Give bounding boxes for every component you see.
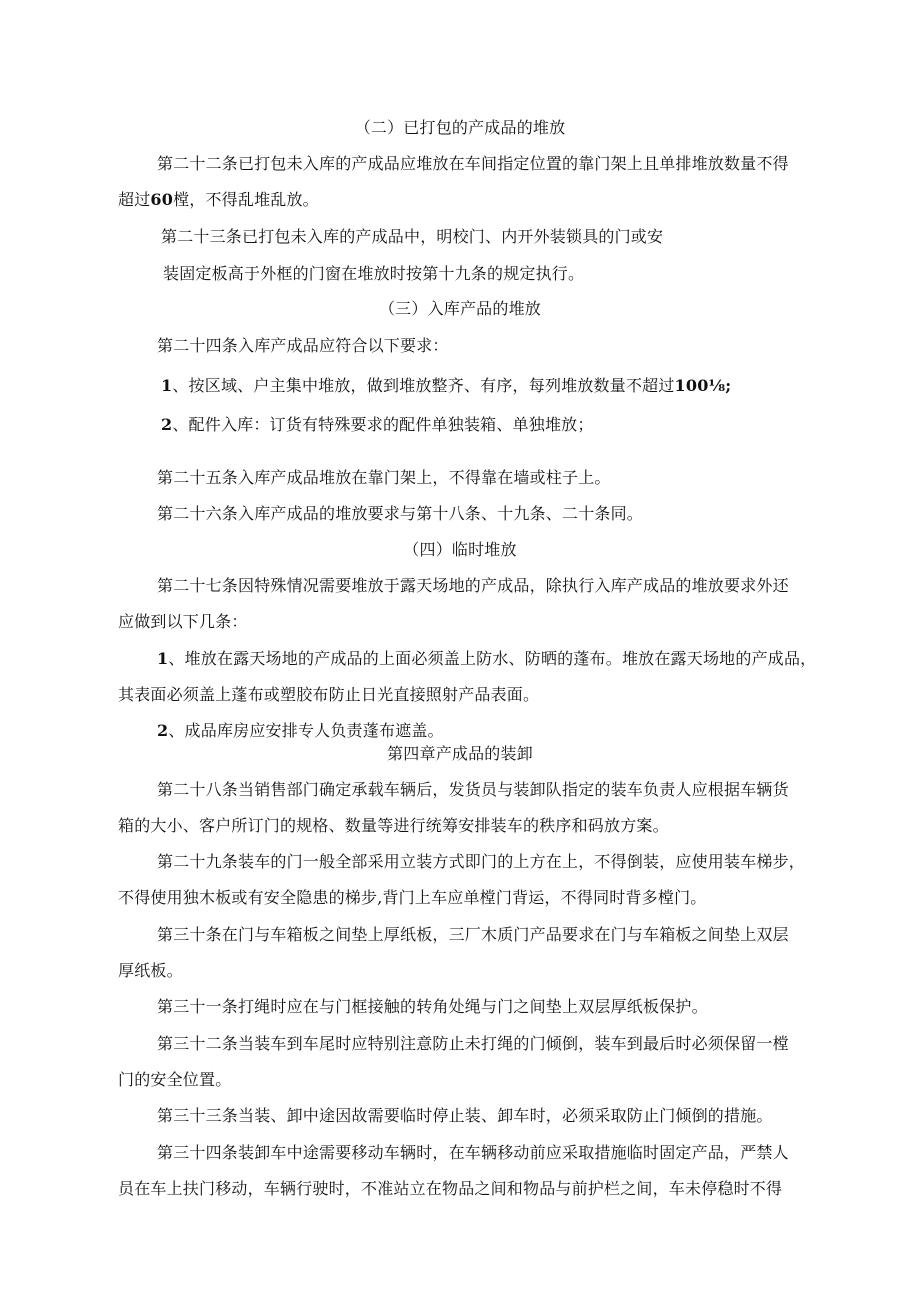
article-27-item-1-line-2: 其表面必须盖上蓬布或塑胶布防止日光直接照射产品表面。 (118, 685, 540, 704)
article-32-line-2: 门的安全位置。 (118, 1070, 232, 1089)
article-34-line-1: 第三十四条装卸车中途需要移动车辆时，在车辆移动前应采取措施临时固定产品，严禁人 (157, 1143, 789, 1162)
article-22-text-end: 樘，不得乱堆乱放。 (173, 190, 319, 209)
article-27-line-2: 应做到以下几条： (118, 612, 248, 631)
section-heading-stock: （三）入库产品的堆放 (378, 299, 541, 318)
item-text: 、成品库房应安排专人负责蓬布遮盖。 (168, 721, 444, 740)
article-28-line-2: 箱的大小、客户所订门的规格、数量等进行统筹安排装车的秩序和码放方案。 (118, 816, 669, 835)
article-24: 第二十四条入库产成品应符合以下要求： (157, 336, 449, 355)
article-28-line-1: 第二十八条当销售部门确定承载车辆后，发货员与装卸队指定的装车负责人应根据车辆货 (157, 780, 789, 799)
item-text: 、按区域、户主集中堆放，做到堆放整齐、有序，每列堆放数量不超过 (172, 376, 675, 395)
article-29-line-1: 第二十九条装车的门一般全部采用立装方式即门的上方在上，不得倒装，应使用装车梯步， (157, 852, 806, 871)
item-number: 2 (161, 415, 173, 434)
article-30-line-1: 第三十条在门与车箱板之间垫上厚纸板，三厂木质门产品要求在门与车箱板之间垫上双层 (157, 925, 789, 944)
article-29-line-2: 不得使用独木板或有安全隐患的梯步,背门上车应单樘门背运，不得同时背多樘门。 (118, 888, 707, 907)
chapter-4-heading: 第四章产成品的装卸 (387, 744, 533, 763)
article-24-item-1 (161, 376, 731, 396)
item-number: 1 (157, 649, 169, 668)
item-value: 100⅛; (674, 376, 732, 395)
article-23-line-1: 第二十三条已打包未入库的产成品中，明校门、内开外装锁具的门或安 (161, 227, 664, 246)
article-32-line-1: 第三十二条当装车到车尾时应特别注意防止未打绳的门倾倒，装车到最后时必须保留一樘 (157, 1034, 789, 1053)
item-number: 2 (157, 721, 169, 740)
article-23-line-2: 装固定板高于外框的门窗在堆放时按第十九条的规定执行。 (163, 264, 585, 283)
section-heading-packed: （二）已打包的产成品的堆放 (354, 118, 566, 137)
section-heading-temp: （四）临时堆放 (403, 540, 517, 559)
article-22-line-1: 第二十二条已打包未入库的产成品应堆放在车间指定位置的靠门架上且单排堆放数量不得 (157, 154, 789, 173)
article-27-line-1: 第二十七条因特殊情况需要堆放于露天场地的产成品，除执行入库产成品的堆放要求外还 (157, 576, 789, 595)
article-31: 第三十一条打绳时应在与门框接触的转角处绳与门之间垫上双层厚纸板保护。 (157, 997, 708, 1016)
article-22-text: 超过 (118, 190, 151, 209)
article-22-line-2 (118, 190, 319, 210)
item-number: 1 (161, 376, 173, 395)
article-34-line-2: 员在车上扶门移动，车辆行驶时，不准站立在物品之间和物品与前护栏之间，车未停稳时不得 (118, 1179, 783, 1198)
article-25: 第二十五条入库产成品堆放在靠门架上，不得靠在墙或柱子上。 (157, 468, 611, 487)
article-27-item-2 (157, 721, 444, 741)
article-33: 第三十三条当装、卸中途因故需要临时停止装、卸车时，必须采取防止门倾倒的措施。 (157, 1106, 773, 1125)
article-26: 第二十六条入库产成品的堆放要求与第十八条、十九条、二十条同。 (157, 504, 644, 523)
item-text: 、配件入库：订货有特殊要求的配件单独装箱、单独堆放； (172, 415, 594, 434)
article-30-line-2: 厚纸板。 (118, 961, 183, 980)
article-22-quantity: 60 (150, 190, 174, 209)
article-24-item-2 (161, 415, 594, 435)
item-text: 、堆放在露天场地的产成品的上面必须盖上防水、防晒的蓬布。堆放在露天场地的产成品， (168, 649, 817, 668)
article-27-item-1-line-1 (157, 649, 816, 669)
